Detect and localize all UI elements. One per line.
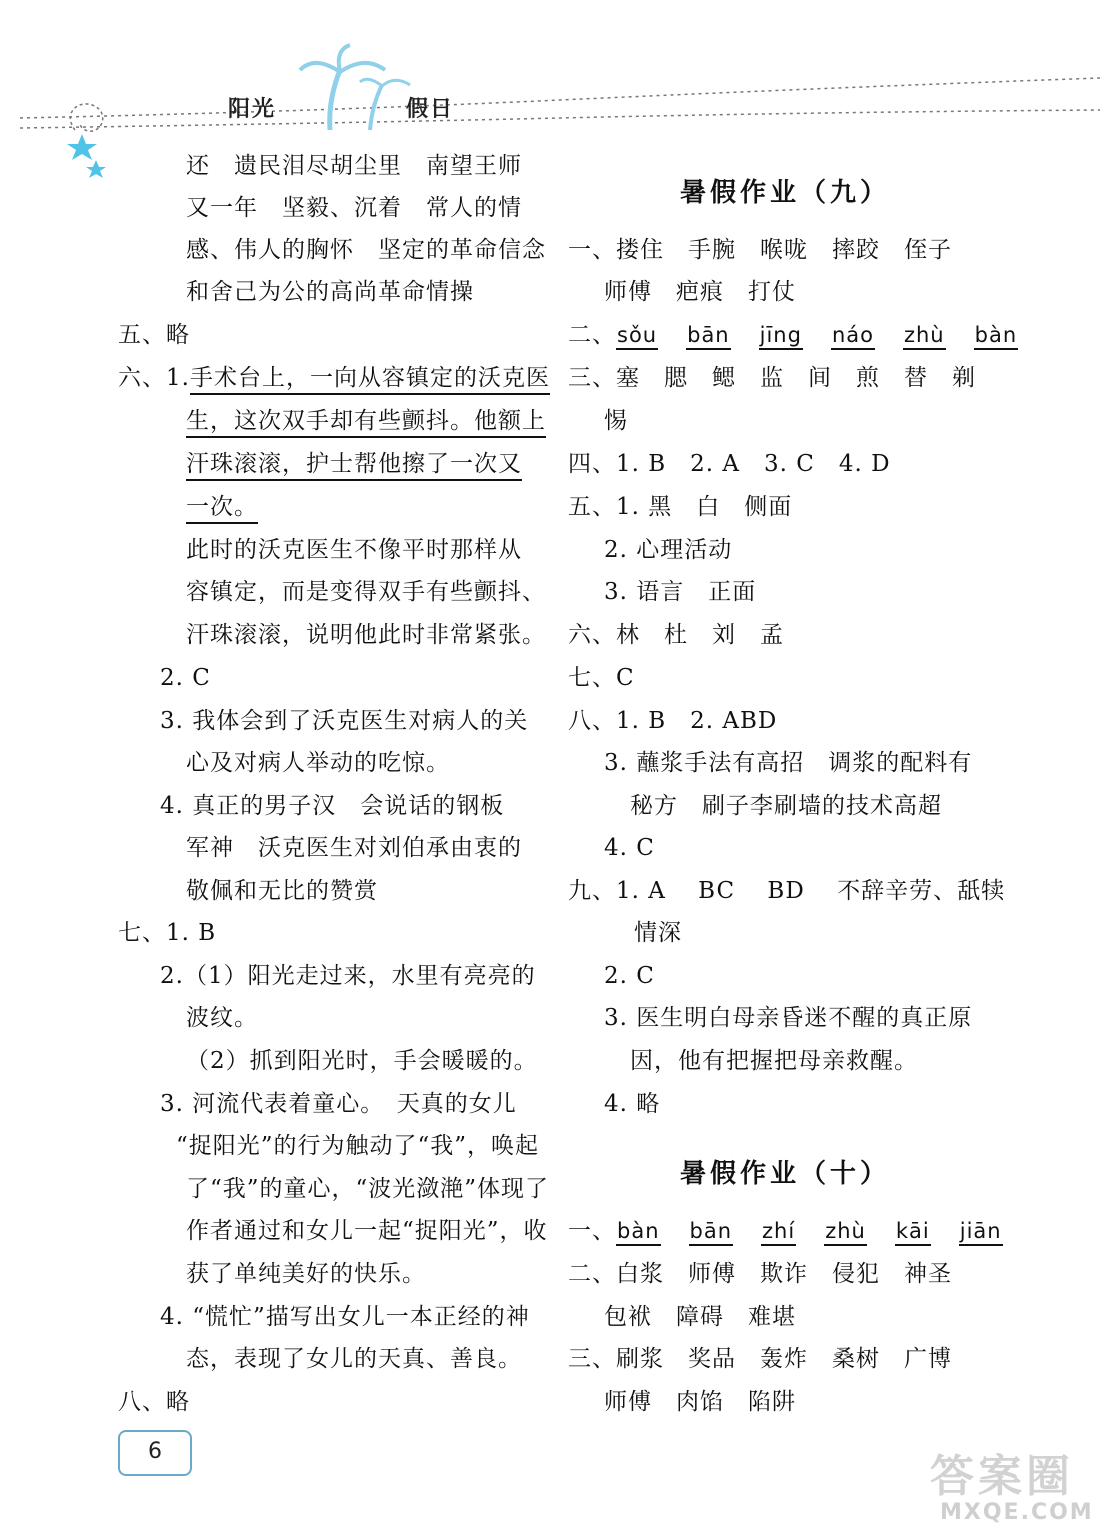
answer-line: 2. 心理活动 xyxy=(604,537,733,563)
pinyin: kāi xyxy=(895,1218,931,1246)
answer-line: 七、C xyxy=(568,665,635,691)
answer-line: 七、1. B xyxy=(118,920,217,946)
pinyin: sǒu xyxy=(616,322,658,350)
answer-line: 三、塞 腮 鳃 监 间 煎 替 剃 xyxy=(568,365,976,391)
answer-line: 心及对病人举动的吃惊。 xyxy=(186,750,450,776)
answer-line: 4. “慌忙”描写出女儿一本正经的神 xyxy=(160,1304,530,1330)
item-label: 六、1. xyxy=(118,365,190,391)
answer-line: 四、1. B 2. A 3. C 4. D xyxy=(568,451,891,477)
answer-line: 4. 略 xyxy=(604,1091,661,1117)
item-label: 一、 xyxy=(568,1218,616,1244)
answer-line: 又一年 坚毅、沉着 常人的情 xyxy=(186,195,522,221)
answer-line: 3. 语言 正面 xyxy=(604,579,757,605)
pinyin: zhù xyxy=(903,322,946,350)
answer-line xyxy=(186,492,258,522)
answer-line: 八、略 xyxy=(118,1389,190,1415)
answer-line: 4. C xyxy=(604,835,655,861)
answer-line: 了“我”的童心，“波光潋滟”体现了 xyxy=(186,1176,550,1202)
answer-line: 3. 蘸浆手法有高招 调浆的配料有 xyxy=(604,750,973,776)
pinyin: zhù xyxy=(824,1218,867,1246)
pinyin-line xyxy=(568,320,1046,350)
answer-line xyxy=(186,406,546,436)
answer-line: 作者通过和女儿一起“捉阳光”，收 xyxy=(186,1218,548,1244)
answer-line: 3. 我体会到了沃克医生对病人的关 xyxy=(160,708,529,734)
answer-line: 2. C xyxy=(160,665,211,691)
answer-line: 包袱 障碍 难堪 xyxy=(604,1304,796,1330)
pinyin: bàn xyxy=(616,1218,661,1246)
answer-line: “捉阳光”的行为触动了“我”，唤起 xyxy=(176,1133,540,1159)
pinyin: bān xyxy=(686,322,731,350)
answer-line: 敬佩和无比的赞赏 xyxy=(186,878,378,904)
answer-line: 波纹。 xyxy=(186,1005,258,1031)
answer-line: 和舍己为公的高尚革命情操 xyxy=(186,279,474,305)
answer-line xyxy=(118,363,550,393)
answer-line: 师傅 疤痕 打仗 xyxy=(604,279,796,305)
item-label: 二、 xyxy=(568,322,616,348)
answer-line: 一、搂住 手腕 喉咙 摔跤 侄子 xyxy=(568,237,952,263)
underlined-text: 手术台上，一向从容镇定的沃克医 xyxy=(190,365,550,395)
answer-line: 3. 河流代表着童心。 天真的女儿 xyxy=(160,1091,517,1117)
page-number: 6 xyxy=(118,1430,192,1476)
answer-line: 态，表现了女儿的天真、善良。 xyxy=(186,1346,522,1372)
pinyin: jīng xyxy=(759,322,803,350)
answer-line: （2）抓到阳光时，手会暖暖的。 xyxy=(186,1048,538,1074)
answer-line: 六、林 杜 刘 孟 xyxy=(568,622,784,648)
answer-line: 因，他有把握把母亲救醒。 xyxy=(630,1048,918,1074)
answer-line: 二、白浆 师傅 欺诈 侵犯 神圣 xyxy=(568,1261,952,1287)
pinyin: bàn xyxy=(974,322,1019,350)
answer-line: 3. 医生明白母亲昏迷不醒的真正原 xyxy=(604,1005,973,1031)
pinyin: jiān xyxy=(959,1218,1003,1246)
answer-line: 五、1. 黑 白 侧面 xyxy=(568,494,793,520)
answer-line: 容镇定，而是变得双手有些颤抖、 xyxy=(186,579,546,605)
pinyin: bān xyxy=(689,1218,734,1246)
watermark-url: MXQE.COM xyxy=(940,1500,1094,1525)
header-title-left: 阳光 xyxy=(228,96,277,122)
underlined-text: 一次。 xyxy=(186,494,258,524)
star-icon-small xyxy=(86,160,106,178)
answer-line: 此时的沃克医生不像平时那样从 xyxy=(186,537,522,563)
pinyin-line xyxy=(568,1216,1031,1246)
answer-line: 获了单纯美好的快乐。 xyxy=(186,1261,426,1287)
dotted-line-bottom xyxy=(20,110,1100,128)
answer-line: 军神 沃克医生对刘伯承由衷的 xyxy=(186,835,522,861)
header-decoration xyxy=(0,0,1112,200)
pinyin: náo xyxy=(831,322,875,350)
star-icon xyxy=(67,134,97,160)
underlined-text: 汗珠滚滚，护士帮他擦了一次又 xyxy=(186,451,522,481)
answer-line: 九、1. A BC BD 不辞辛劳、舐犊 xyxy=(568,878,1006,904)
answer-line: 汗珠滚滚，说明他此时非常紧张。 xyxy=(186,622,546,648)
answer-line xyxy=(186,449,522,479)
header-title xyxy=(228,92,454,123)
underlined-text: 生，这次双手却有些颤抖。他额上 xyxy=(186,408,546,438)
answer-line: 4. 真正的男子汉 会说话的钢板 xyxy=(160,793,505,819)
answer-line: 五、略 xyxy=(118,322,190,348)
answer-line: 三、刷浆 奖品 轰炸 桑树 广博 xyxy=(568,1346,952,1372)
section-heading-9: 暑假作业（九） xyxy=(680,178,891,208)
answer-line: 还 遗民泪尽胡尘里 南望王师 xyxy=(186,153,522,179)
answer-line: 八、1. B 2. ABD xyxy=(568,708,778,734)
answer-line: 惕 xyxy=(604,408,628,434)
pinyin: zhí xyxy=(761,1218,796,1246)
answer-line: 秘方 刷子李刷墙的技术高超 xyxy=(630,793,942,819)
header-title-right: 假日 xyxy=(406,96,455,122)
answer-line: 2.（1）阳光走过来，水里有亮亮的 xyxy=(160,963,536,989)
section-heading-10: 暑假作业（十） xyxy=(680,1159,891,1189)
answer-line: 师傅 肉馅 陷阱 xyxy=(604,1389,796,1415)
answer-line: 情深 xyxy=(634,920,682,946)
watermark-logo: 答案圈 xyxy=(930,1451,1074,1502)
answer-line: 感、伟人的胸怀 坚定的革命信念 xyxy=(186,237,546,263)
answer-line: 2. C xyxy=(604,963,655,989)
